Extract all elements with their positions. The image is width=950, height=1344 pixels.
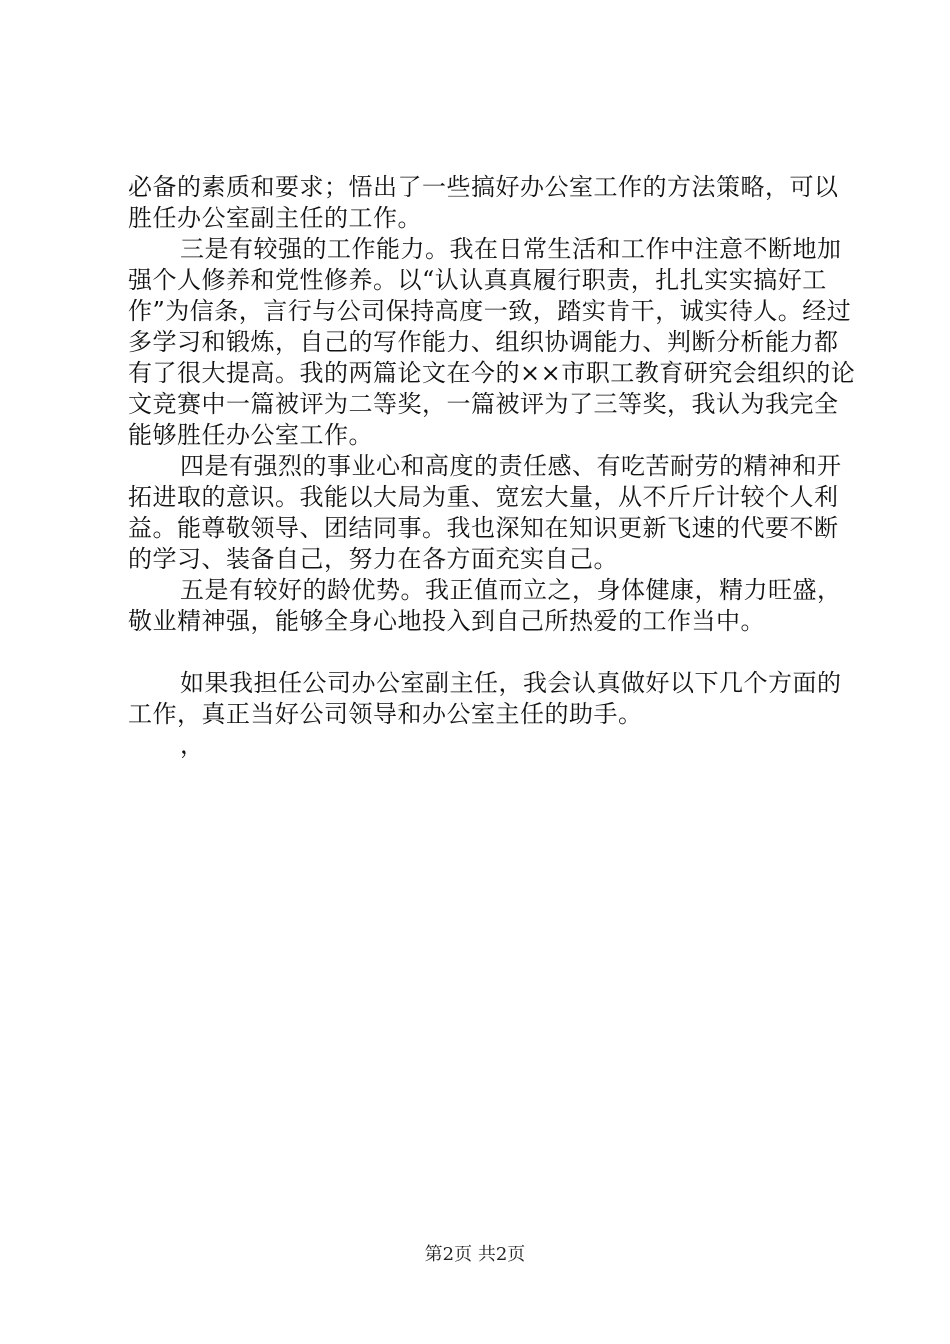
- trailing-punctuation: ，: [180, 731, 205, 759]
- paragraph-point-five: 五是有较好的龄优势。我正值而立之，身体健康，精力旺盛，敬业精神强，能够全身心地投入到自己所热爱的工作当中。: [128, 576, 842, 635]
- document-body: [128, 172, 858, 761]
- page-number-footer: 第2页 共2页: [424, 1244, 526, 1265]
- paragraph-point-three: 三是有较强的工作能力。我在日常生活和工作中注意不断地加强个人修养和党性修养。以“认认真真履行职责，扎扎实实搞好工作”为信条，言行与公司保持高度一致，踏实肯干，诚实待人。经过多学习和锻炼，自己的写作能力、组织协调能力、判断分析能力都有了很大提高。我的两篇论文在今的××市职工教育研究会组织的论文竞赛中一篇被评为二等奖，一篇被评为了三等奖，我认为我完全能够胜任办公室工作。: [128, 235, 856, 449]
- paragraph-point-four: 四是有强烈的事业心和高度的责任感、有吃苦耐劳的精神和开拓进取的意识。我能以大局为重、宽宏大量，从不斤斤计较个人利益。能尊敬领导、团结同事。我也深知在知识更新飞速的代要不断的学习、装备自己，努力在各方面充实自己。: [128, 452, 842, 573]
- paragraph-closing: 如果我担任公司办公室副主任，我会认真做好以下几个方面的工作，真正当好公司领导和办公室主任的助手。: [128, 669, 842, 728]
- paragraph-spacer: [128, 637, 858, 668]
- paragraph-continuation: 必备的素质和要求；悟出了一些搞好办公室工作的方法策略，可以胜任办公室副主任的工作。: [128, 173, 839, 232]
